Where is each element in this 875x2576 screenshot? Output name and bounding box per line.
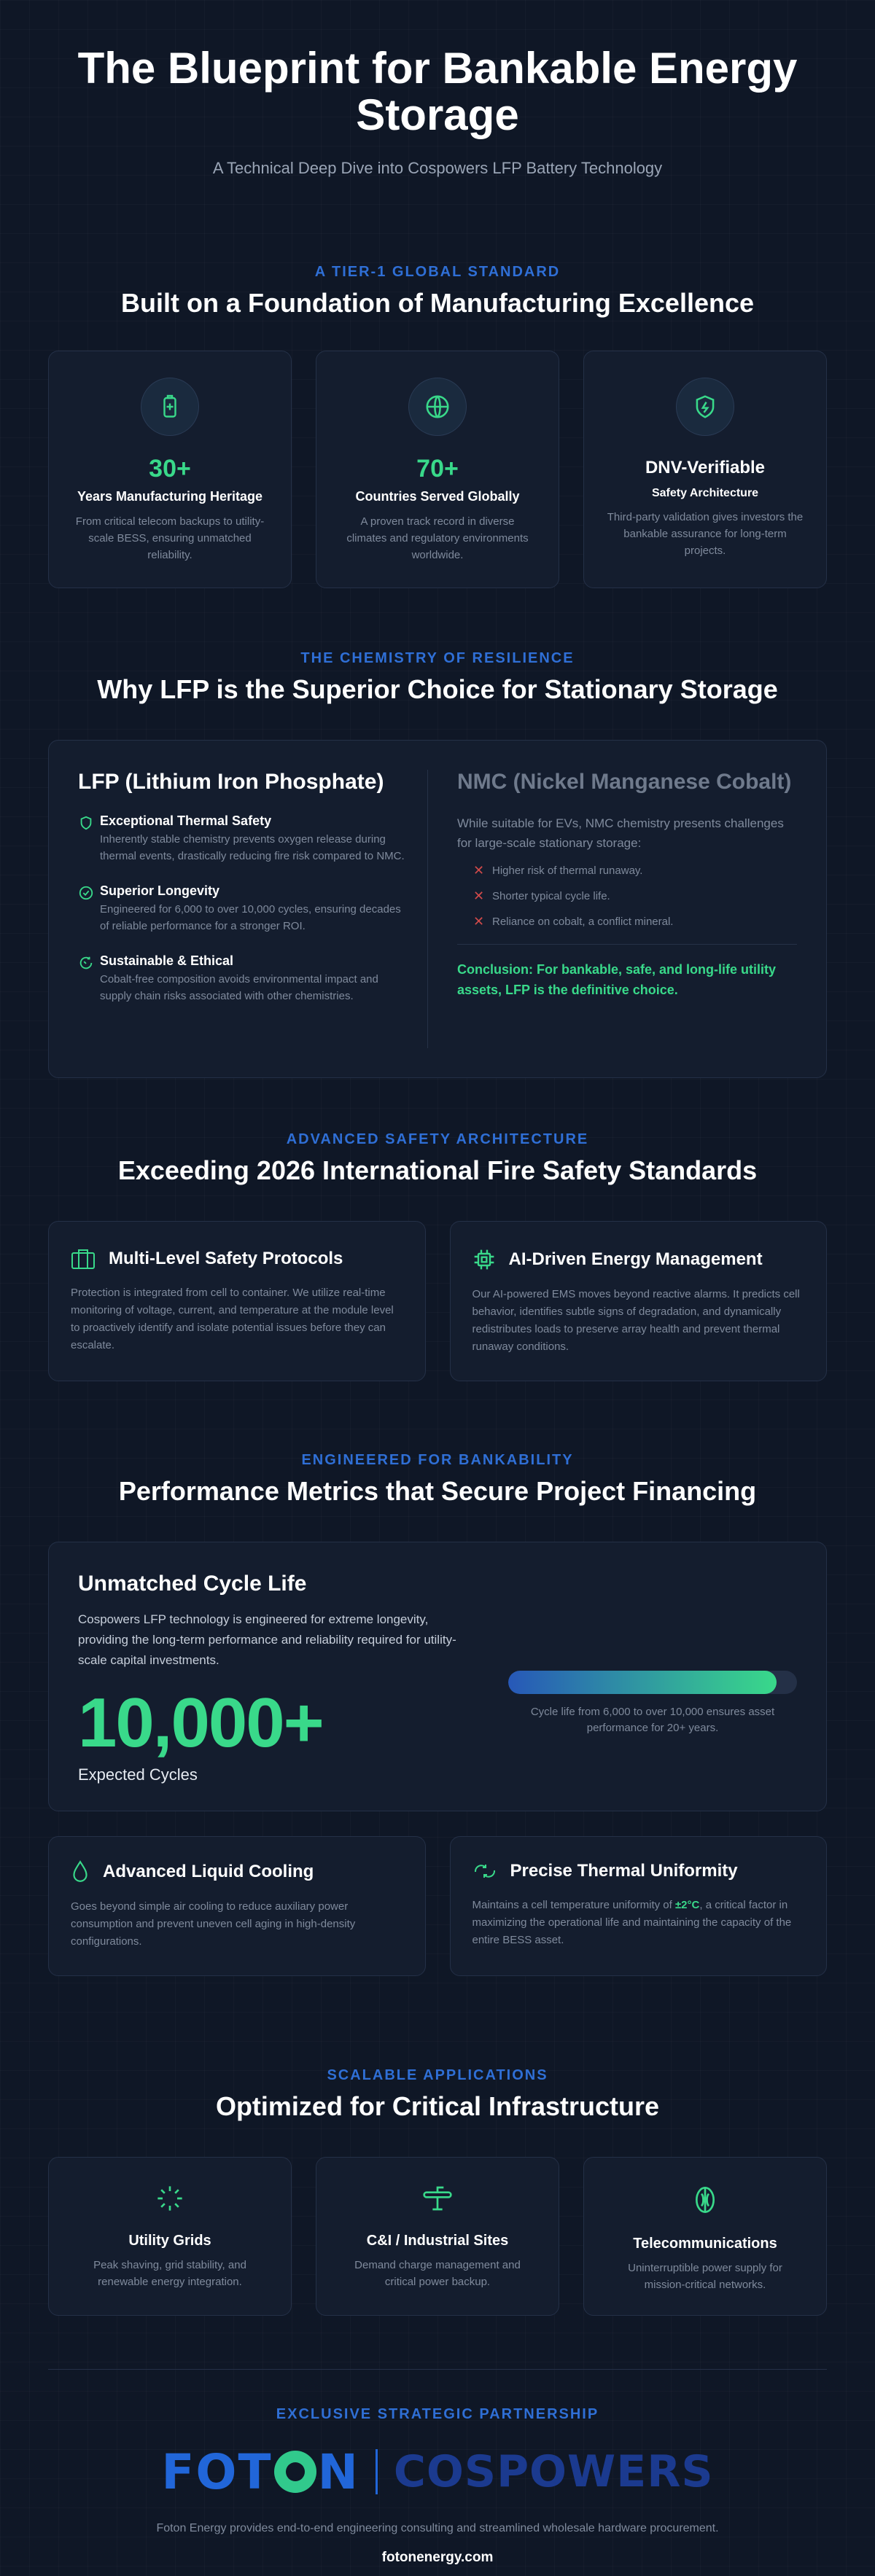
feature-title: Superior Longevity <box>100 883 220 898</box>
section-eyebrow: ENGINEERED FOR BANKABILITY <box>301 1452 574 1468</box>
card-title: Advanced Liquid Cooling <box>103 1862 314 1881</box>
feature-item <box>78 813 405 864</box>
stat-value: DNV-Verifiable <box>645 458 766 477</box>
stat-card-countries <box>316 351 559 588</box>
risk-text: Reliance on cobalt, a conflict mineral. <box>492 916 674 928</box>
globe-icon <box>408 378 467 436</box>
stat-description: From critical telecom backups to utility-scale BESS, ensuring unmatched reliability. <box>75 515 265 561</box>
section-title: Performance Metrics that Secure Project Financing <box>118 1476 757 1506</box>
applications-section <box>0 2042 875 2369</box>
app-card-telecom <box>583 2157 827 2316</box>
page-title: The Blueprint for Bankable Energy Storage <box>77 44 798 139</box>
page-subtitle: A Technical Deep Dive into Cospowers LFP Battery Technology <box>212 159 663 177</box>
risk-item <box>457 914 797 929</box>
app-title: C&I / Industrial Sites <box>366 2233 509 2249</box>
cycle-count: 10,000+ <box>78 1684 323 1762</box>
partnership-footer <box>48 2369 827 2566</box>
chip-icon <box>472 1248 496 1271</box>
cooling-card <box>48 1836 426 1976</box>
x-icon: ✕ <box>473 914 485 929</box>
section-eyebrow: ADVANCED SAFETY ARCHITECTURE <box>286 1131 589 1147</box>
cycle-life-description: Cospowers LFP technology is engineered for extreme longevity, providing the long-term performance and reliability required for utility-scale capital investments. <box>78 1612 456 1667</box>
feature-title: Exceptional Thermal Safety <box>100 813 272 828</box>
chemistry-section <box>0 627 875 1109</box>
metrics-section <box>0 1423 875 2042</box>
conclusion-text: Conclusion: For bankable, safe, and long-life utility assets, LFP is the definitive choice. <box>457 944 797 1000</box>
layers-icon <box>71 1248 96 1270</box>
stat-card-safety <box>583 351 827 588</box>
card-title: AI-Driven Energy Management <box>508 1249 763 1269</box>
lfp-column <box>78 770 428 1048</box>
risk-item <box>457 863 797 878</box>
card-description: Our AI-powered EMS moves beyond reactive alarms. It predicts cell behavior, identifies subtle signs of degradation, and dynamically redistributes loads to preserve array health and prevent thermal runaway conditions. <box>472 1288 800 1353</box>
section-title: Why LFP is the Superior Choice for Stationary Storage <box>97 674 778 704</box>
feature-description: Engineered for 6,000 to over 10,000 cycles, ensuring decades of reliable performance for a stronger ROI. <box>100 903 401 932</box>
safety-card-protocols <box>48 1221 426 1381</box>
check-circle-icon <box>78 883 100 934</box>
stat-label: Countries Served Globally <box>355 489 520 504</box>
app-description: Demand charge management and critical power backup. <box>354 2259 521 2288</box>
app-title: Telecommunications <box>633 2236 777 2252</box>
foton-logo-text-b: N <box>317 2443 359 2500</box>
shield-bolt-icon <box>676 378 734 436</box>
section-eyebrow: THE CHEMISTRY OF RESILIENCE <box>300 650 575 666</box>
cycle-progress-fill <box>508 1671 777 1694</box>
app-card-industrial <box>316 2157 559 2316</box>
partner-logos <box>48 2443 827 2500</box>
card-description <box>472 1897 805 1949</box>
app-description: Uninterruptible power supply for mission-critical networks. <box>628 2262 782 2291</box>
x-icon: ✕ <box>473 889 485 903</box>
stat-label: Years Manufacturing Heritage <box>77 489 263 504</box>
stat-description: A proven track record in diverse climates and regulatory environments worldwide. <box>346 515 529 561</box>
thermal-icon <box>472 1860 497 1882</box>
industrial-icon <box>316 2184 559 2217</box>
cycle-life-card <box>48 1542 827 1811</box>
chemistry-comparison-card <box>48 740 827 1078</box>
stat-value: 30+ <box>149 455 191 483</box>
safety-section <box>0 1109 875 1423</box>
section-eyebrow: A TIER-1 GLOBAL STANDARD <box>314 264 561 280</box>
thermal-card <box>450 1836 828 1976</box>
desc-part-b: , a critical factor in maximizing the operational life and maintaining the capacity of the entire BESS asset. <box>472 1899 792 1946</box>
feature-title: Sustainable & Ethical <box>100 953 234 968</box>
section-title: Optimized for Critical Infrastructure <box>215 2091 660 2121</box>
risk-item <box>457 889 797 904</box>
section-eyebrow: EXCLUSIVE STRATEGIC PARTNERSHIP <box>276 2406 599 2422</box>
safety-card-ai-ems <box>450 1221 828 1381</box>
stat-value: 70+ <box>416 455 459 483</box>
cycle-life-title: Unmatched Cycle Life <box>78 1572 307 1596</box>
section-title: Exceeding 2026 International Fire Safety Standards <box>117 1155 758 1185</box>
feature-description: Cobalt-free composition avoids environmental impact and supply chain risks associated with other chemistries. <box>100 973 378 1002</box>
cycle-caption: Expected Cycles <box>78 1765 198 1784</box>
stat-label: Safety Architecture <box>651 487 759 499</box>
cycle-bar-caption: Cycle life from 6,000 to over 10,000 ensures asset performance for 20+ years. <box>530 1706 775 1734</box>
stat-card-heritage <box>48 351 292 588</box>
cospowers-logo: COSPOWERS <box>393 2446 714 2497</box>
shield-icon <box>78 813 100 864</box>
droplet-icon <box>71 1860 90 1884</box>
foundation-section <box>0 219 875 627</box>
x-icon: ✕ <box>473 863 485 878</box>
partnership-description: Foton Energy provides end-to-end engineering consulting and streamlined wholesale hardware procurement. <box>156 2522 719 2534</box>
section-eyebrow: SCALABLE APPLICATIONS <box>327 2067 548 2083</box>
logo-divider <box>376 2449 378 2494</box>
section-title: Built on a Foundation of Manufacturing Excellence <box>120 288 755 318</box>
battery-icon <box>141 378 199 436</box>
app-title: Utility Grids <box>128 2233 211 2249</box>
app-card-utility <box>48 2157 292 2316</box>
lfp-heading: LFP (Lithium Iron Phosphate) <box>78 770 384 794</box>
website-link[interactable]: fotonenergy.com <box>381 2550 494 2565</box>
desc-part-a: Maintains a cell temperature uniformity of <box>472 1899 675 1911</box>
nmc-intro: While suitable for EVs, NMC chemistry presents challenges for large-scale stationary storage: <box>457 816 784 850</box>
card-title: Precise Thermal Uniformity <box>510 1861 738 1881</box>
risk-text: Shorter typical cycle life. <box>492 890 610 902</box>
hero <box>0 0 875 219</box>
card-title: Multi-Level Safety Protocols <box>109 1249 343 1268</box>
app-description: Peak shaving, grid stability, and renewable energy integration. <box>93 2259 246 2288</box>
loader-icon <box>49 2184 291 2217</box>
nmc-column <box>428 770 797 1048</box>
cycle-progress-bar <box>508 1671 797 1694</box>
signal-icon <box>584 2184 826 2220</box>
risk-text: Higher risk of thermal runaway. <box>492 864 643 877</box>
card-description: Protection is integrated from cell to container. We utilize real-time monitoring of voltage, current, and temperature at the module level to proactively identify and isolate potential issues before they can escalate. <box>71 1287 394 1351</box>
feature-description: Inherently stable chemistry prevents oxygen release during thermal events, drastically reducing fire risk compared to NMC. <box>100 833 405 862</box>
feature-item <box>78 883 405 934</box>
stat-description: Third-party validation gives investors the bankable assurance for long-term projects. <box>607 511 804 557</box>
card-description: Goes beyond simple air cooling to reduce auxiliary power consumption and prevent uneven cell aging in high-density configurations. <box>71 1900 356 1948</box>
foton-o-mark <box>274 2451 316 2493</box>
foton-logo-text-a: FOT <box>161 2443 273 2500</box>
nmc-heading: NMC (Nickel Manganese Cobalt) <box>457 770 792 794</box>
foton-logo <box>161 2444 359 2500</box>
recycle-icon <box>78 953 100 1004</box>
temperature-highlight: ±2°C <box>674 1899 700 1911</box>
feature-item <box>78 953 405 1004</box>
